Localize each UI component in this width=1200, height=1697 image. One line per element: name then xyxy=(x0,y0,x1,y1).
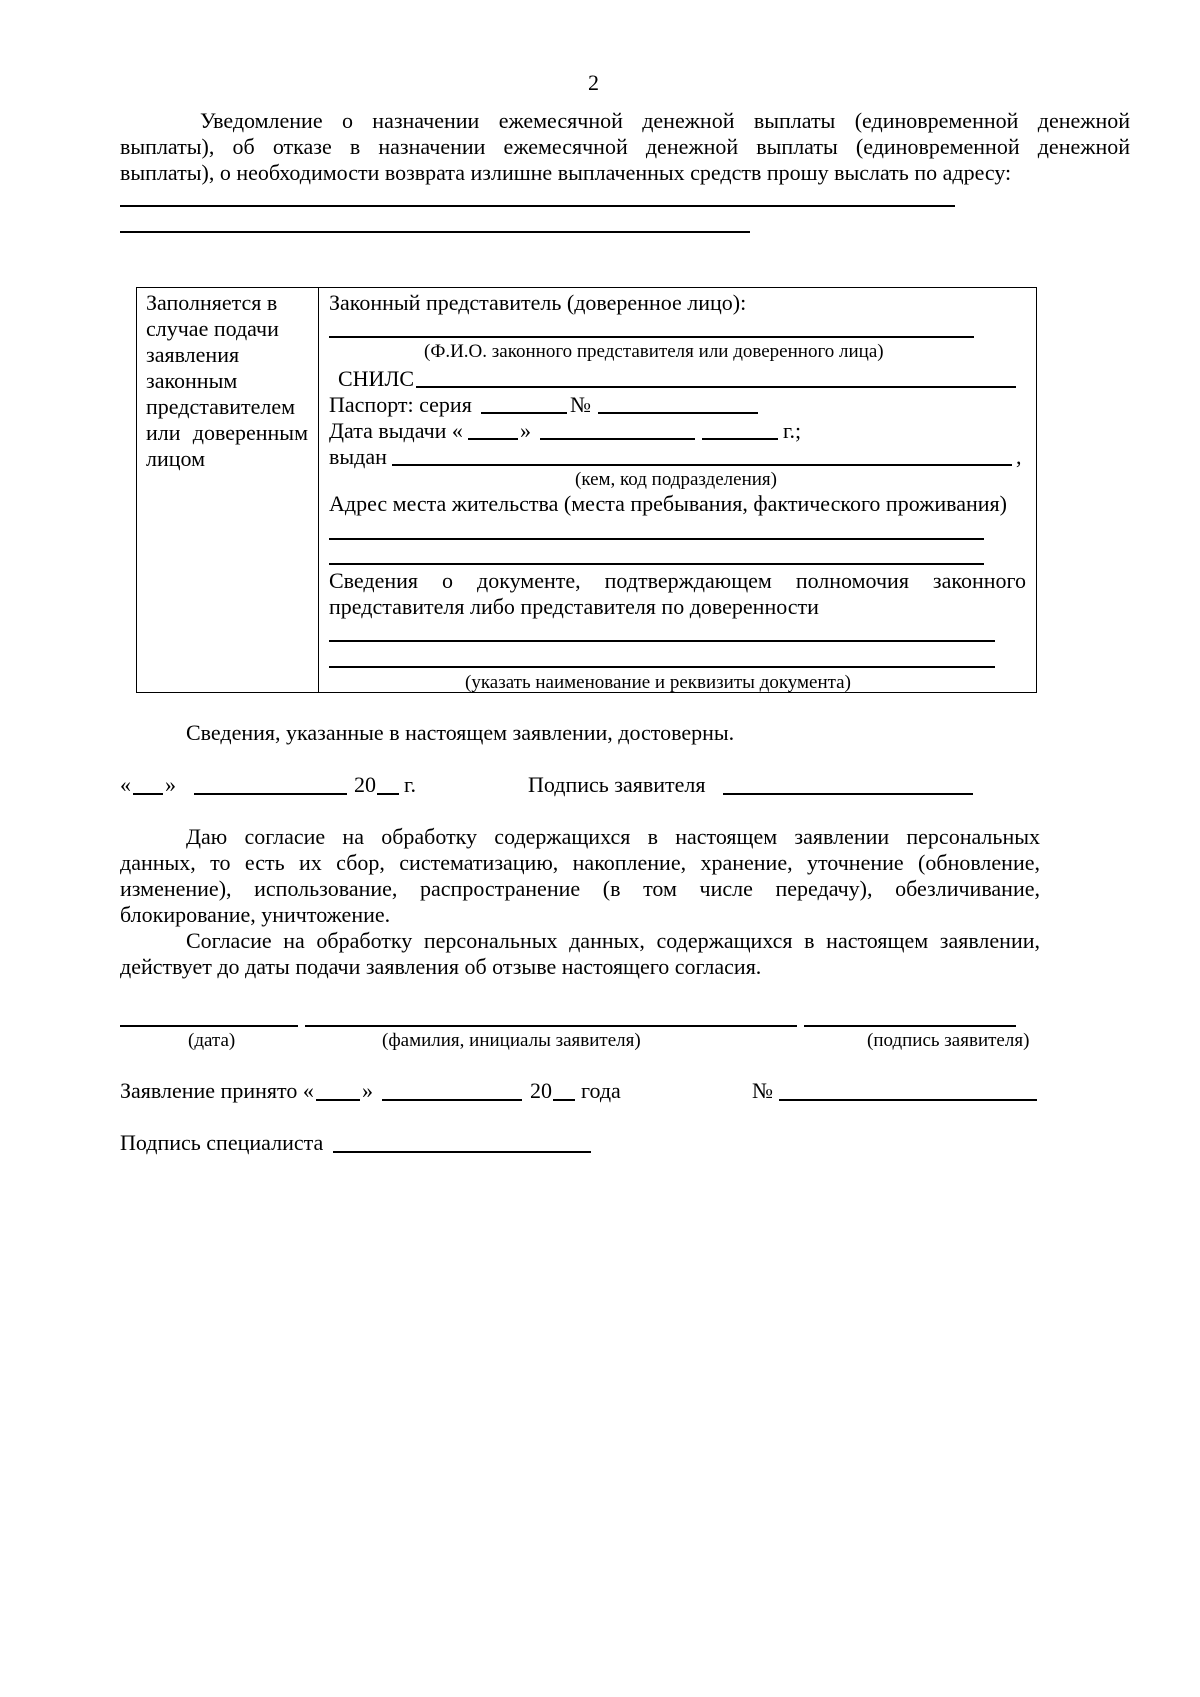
passport-number-field[interactable] xyxy=(598,412,758,414)
snils-label: СНИЛС xyxy=(338,366,415,391)
accepted-day-field[interactable] xyxy=(316,1099,360,1101)
accepted-label: Заявление принято « xyxy=(120,1078,314,1103)
consent-line-4: блокирование, уничтожение. xyxy=(120,902,391,927)
applicant-signature-field[interactable] xyxy=(723,793,973,795)
passport-series-label: Паспорт: серия xyxy=(329,392,472,417)
specialist-signature-label: Подпись специалиста xyxy=(120,1130,324,1155)
date-day-field[interactable] xyxy=(133,793,163,795)
applicant-signature-label: Подпись заявителя xyxy=(528,772,706,797)
signature-name-caption: (фамилия, инициалы заявителя) xyxy=(382,1030,641,1051)
doc-field-line-2[interactable] xyxy=(329,666,995,668)
representative-fio-field[interactable] xyxy=(329,336,974,338)
signature-date-caption: (дата) xyxy=(188,1030,236,1051)
address-label: Адрес места жительства (места пребывания, фактического проживания) xyxy=(329,491,1007,516)
signature-date-field[interactable] xyxy=(120,1025,298,1027)
date-month-field[interactable] xyxy=(194,793,347,795)
specialist-signature-field[interactable] xyxy=(333,1151,591,1153)
left-note-line-1: Заполняется в xyxy=(146,290,278,315)
date-century: 20 xyxy=(354,772,376,797)
issued-by-label: выдан xyxy=(329,444,387,469)
accepted-number-sign: № xyxy=(752,1078,773,1103)
table-border-left xyxy=(136,287,137,693)
accepted-close-quote: » xyxy=(362,1078,373,1103)
left-note-line-2: случае подачи xyxy=(146,316,279,341)
table-border-right xyxy=(1036,287,1037,693)
date-year-suffix: г. xyxy=(404,772,417,797)
doc-line-1: Сведения о документе, подтверждающем полномочия законного xyxy=(329,568,1026,593)
accepted-year-word: года xyxy=(581,1078,621,1103)
left-note-line-4: законным xyxy=(146,368,238,393)
issue-day-field[interactable] xyxy=(468,438,518,440)
consent-line-3: изменение), использование, распространение (в том числе передачу), обезличивание, xyxy=(120,876,1040,901)
accepted-year-field[interactable] xyxy=(553,1099,575,1101)
issue-year-suffix: г.; xyxy=(783,418,802,443)
accepted-month-field[interactable] xyxy=(382,1099,522,1101)
representative-address-line-2[interactable] xyxy=(329,563,984,565)
doc-caption: (указать наименование и реквизиты документа) xyxy=(465,672,851,693)
consent2-line-1: Согласие на обработку персональных данных, содержащихся в настоящем заявлении, xyxy=(186,928,1040,953)
issued-by-field[interactable] xyxy=(392,464,1012,466)
passport-number-sign: № xyxy=(570,392,591,417)
date-open-quote: « xyxy=(120,772,131,797)
signature-sign-caption: (подпись заявителя) xyxy=(867,1030,1030,1051)
accepted-century: 20 xyxy=(530,1078,552,1103)
consent-line-2: данных, то есть их сбор, систематизацию, накопление, хранение, уточнение (обновление, xyxy=(120,850,1040,875)
consent2-line-2: действует до даты подачи заявления об отзыве настоящего согласия. xyxy=(120,954,762,979)
signature-name-field[interactable] xyxy=(305,1025,797,1027)
address-line-2[interactable] xyxy=(120,231,750,233)
date-close-quote: » xyxy=(165,772,176,797)
address-line-1[interactable] xyxy=(120,205,955,207)
issue-date-label: Дата выдачи « xyxy=(329,418,463,443)
issue-year-field[interactable] xyxy=(702,438,778,440)
left-note-line-7: лицом xyxy=(146,446,206,471)
accepted-number-field[interactable] xyxy=(779,1099,1037,1101)
page-number: 2 xyxy=(588,70,599,95)
signature-sign-field[interactable] xyxy=(804,1025,1016,1027)
issued-by-caption: (кем, код подразделения) xyxy=(575,469,777,490)
passport-series-field[interactable] xyxy=(481,412,567,414)
issue-date-close-quote: » xyxy=(520,418,531,443)
snils-field[interactable] xyxy=(416,386,1016,388)
left-note-line-6: или доверенным xyxy=(146,420,308,445)
left-note-line-3: заявления xyxy=(146,342,240,367)
date-year-field[interactable] xyxy=(377,793,399,795)
notification-line-1: Уведомление о назначении ежемесячной денежной выплаты (единовременной денежной xyxy=(200,108,1130,133)
table-border-top xyxy=(136,287,1037,288)
representative-title: Законный представитель (доверенное лицо): xyxy=(329,290,747,315)
notification-line-2: выплаты), об отказе в назначении ежемесячной денежной выплаты (единовременной денежной xyxy=(120,134,1130,159)
consent-line-1: Даю согласие на обработку содержащихся в настоящем заявлении персональных xyxy=(186,824,1040,849)
issued-by-comma: , xyxy=(1016,444,1022,469)
declaration-text: Сведения, указанные в настоящем заявлении, достоверны. xyxy=(186,720,735,745)
fio-caption: (Ф.И.О. законного представителя или доверенного лица) xyxy=(424,341,884,362)
representative-address-line-1[interactable] xyxy=(329,538,984,540)
table-border-middle xyxy=(318,287,319,693)
notification-line-3: выплаты), о необходимости возврата излишне выплаченных средств прошу выслать по адресу: xyxy=(120,160,1012,185)
left-note-line-5: представителем xyxy=(146,394,296,419)
doc-field-line-1[interactable] xyxy=(329,640,995,642)
doc-line-2: представителя либо представителя по доверенности xyxy=(329,594,819,619)
issue-month-field[interactable] xyxy=(540,438,695,440)
